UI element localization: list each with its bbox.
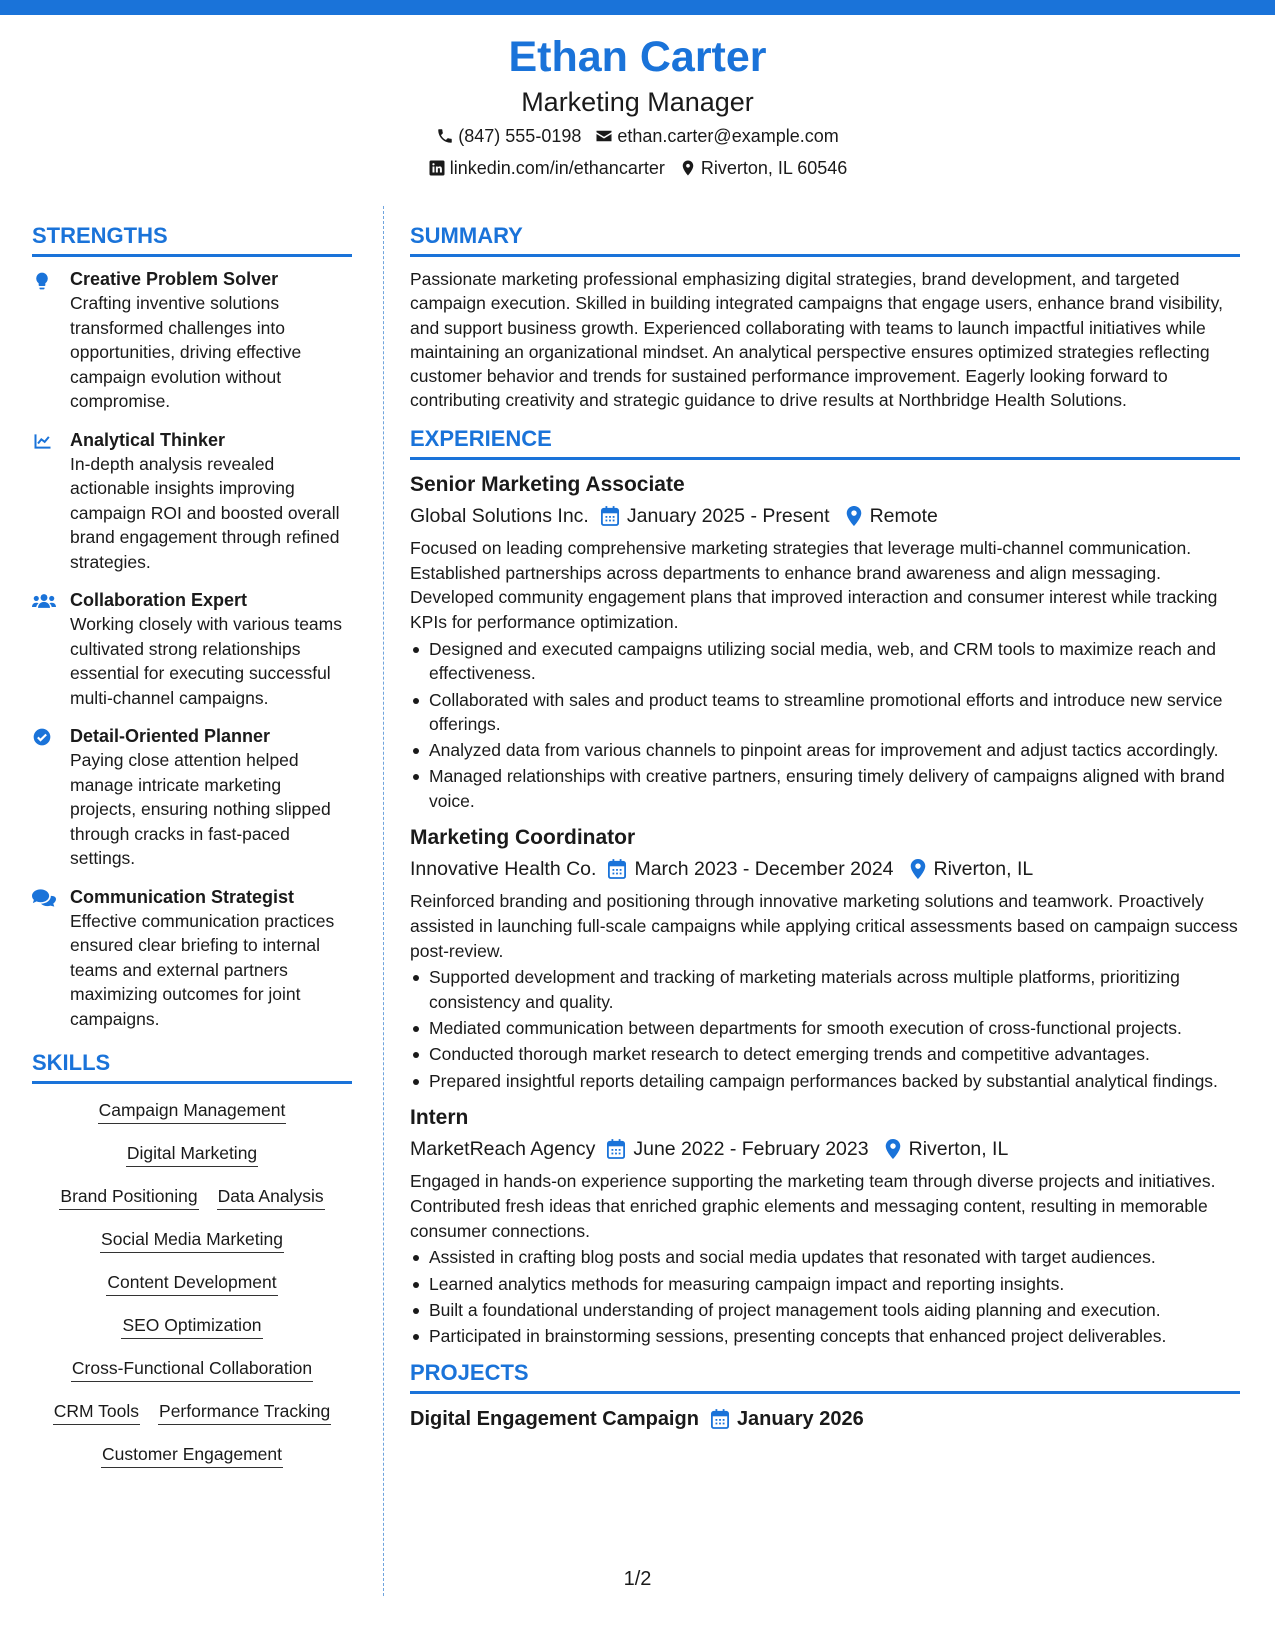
contact-row-2: [0, 152, 1275, 184]
job-title: Senior Marketing Associate: [410, 472, 685, 496]
project-entry: [410, 1404, 1240, 1434]
calendar-icon: [601, 506, 619, 526]
bullet-item: Mediated communication between departments for smooth execution of cross-functional projects.: [410, 1016, 1240, 1040]
job-description: Reinforced branding and positioning through innovative marketing solutions and teamwork. Proactively assisted in launching full-scale campaigns while applying critical assessments based on campaign success post-review.: [410, 891, 1238, 961]
skill-tag: Social Media Marketing: [100, 1227, 284, 1253]
strength-title: Detail-Oriented Planner: [70, 726, 271, 746]
calendar-icon: [608, 859, 626, 879]
strength-desc: Paying close attention helped manage intricate marketing projects, ensuring nothing slipped through cracks in fast-paced settings.: [70, 750, 331, 868]
map-marker-icon: [885, 1139, 901, 1159]
linkedin-text: linkedin.com/in/ethancarter: [449, 158, 665, 178]
location-contact: [679, 152, 847, 184]
skill-tag: Digital Marketing: [126, 1141, 258, 1167]
job-company: Global Solutions Inc.: [410, 504, 589, 527]
chart-line-icon: [32, 431, 54, 451]
page-number: 1/2: [623, 1568, 652, 1590]
skill-tag: Performance Tracking: [158, 1399, 331, 1425]
envelope-icon: [595, 127, 613, 145]
job-company: Innovative Health Co.: [410, 858, 597, 881]
strength-item: [32, 267, 352, 414]
map-pin-icon: [679, 159, 697, 177]
skill-tag: SEO Optimization: [121, 1313, 262, 1339]
top-accent-bar: [0, 0, 1275, 15]
skill-tag: Content Development: [106, 1270, 277, 1296]
job-dates: June 2022 - February 2023: [633, 1137, 869, 1160]
bullet-item: Managed relationships with creative partners, ensuring timely delivery of campaigns aligned with brand voice.: [410, 764, 1240, 813]
lightbulb-icon: [32, 270, 52, 292]
job-entry: [410, 823, 1240, 1093]
job-description: Engaged in hands-on experience supporting the marketing team through diverse projects and initiatives. Contributed fresh ideas that enriched graphic elements and messaging content, resulting in memorable consumer connections.: [410, 1170, 1216, 1241]
bullet-item: Collaborated with sales and product teams to streamline promotional efforts and introduce new service offerings.: [410, 688, 1240, 737]
email-text: ethan.carter@example.com: [617, 126, 839, 146]
experience-heading: EXPERIENCE: [410, 425, 1240, 460]
bullet-item: Analyzed data from various channels to pinpoint areas for improvement and adjust tactics accordingly.: [410, 738, 1240, 762]
bullet-item: Conducted thorough market research to detect emerging trends and competitive advantages.: [410, 1042, 1240, 1066]
bullet-item: Built a foundational understanding of project management tools aiding planning and execution.: [410, 1298, 1240, 1322]
job-description: Focused on leading comprehensive marketing strategies that leverage multi-channel communication. Established partnerships across departments to enhance brand awareness and align messaging. Developed community engagement plans that improved interaction and consumer interest while tracking KPIs for performance optimization.: [410, 537, 1218, 633]
summary-heading: SUMMARY: [410, 222, 1240, 257]
job-location: Riverton, IL: [933, 858, 1034, 881]
strength-desc: Crafting inventive solutions transformed challenges into opportunities, driving effective campaign evolution without compromise.: [70, 293, 302, 411]
column-divider: [383, 206, 384, 1596]
bullet-item: Learned analytics methods for measuring campaign impact and reporting insights.: [410, 1272, 1240, 1296]
location-text: Riverton, IL 60546: [700, 158, 848, 178]
bullet-item: Supported development and tracking of marketing materials across multiple platforms, prioritizing consistency and quality.: [410, 965, 1240, 1014]
calendar-icon: [607, 1139, 625, 1159]
strength-item: [32, 428, 352, 575]
job-location: Riverton, IL: [908, 1137, 1009, 1160]
map-marker-icon: [846, 506, 862, 526]
job-meta: [410, 853, 1240, 885]
bullet-item: Assisted in crafting blog posts and social media updates that resonated with target audiences.: [410, 1245, 1240, 1269]
job-dates: January 2025 - Present: [626, 504, 830, 527]
phone-icon: [436, 127, 454, 145]
skill-tag: Campaign Management: [98, 1098, 287, 1124]
job-company: MarketReach Agency: [410, 1137, 596, 1160]
job-entry: [410, 1103, 1240, 1349]
strength-title: Communication Strategist: [70, 886, 295, 907]
candidate-title: Marketing Manager: [521, 87, 754, 117]
bullet-item: Participated in brainstorming sessions, presenting concepts that enhanced project deliverables.: [410, 1324, 1240, 1348]
email-contact[interactable]: [595, 120, 838, 152]
job-entry: [410, 470, 1240, 813]
job-meta: [410, 500, 1240, 532]
project-title: Digital Engagement Campaign: [410, 1407, 699, 1430]
skill-tag: Cross-Functional Collaboration: [71, 1356, 313, 1382]
strength-item: [32, 588, 352, 710]
job-title: Intern: [410, 1105, 469, 1129]
strength-desc: Working closely with various teams cultivated strong relationships essential for executing successful multi-channel campaigns.: [70, 614, 342, 708]
right-column: [410, 222, 1240, 1434]
strength-title: Collaboration Expert: [70, 590, 248, 610]
skill-tag: CRM Tools: [53, 1399, 140, 1425]
strength-item: [32, 885, 352, 1032]
job-bullets: [410, 1245, 1240, 1348]
job-bullets: [410, 637, 1240, 813]
bullet-item: Prepared insightful reports detailing campaign performances backed by substantial analytical findings.: [410, 1069, 1240, 1093]
comments-icon: [32, 888, 56, 908]
projects-heading: PROJECTS: [410, 1359, 1240, 1394]
linkedin-icon: [428, 159, 446, 177]
summary-text: Passionate marketing professional emphasizing digital strategies, brand development, and targeted campaign execution. Skilled in building integrated campaigns that engage users, enhance brand visibility, and support business growth. Experienced collaborating with teams to launch impactful initiatives while maintaining an organizational mindset. An analytical perspective ensures optimized strategies reflecting customer behavior and trends for sustained performance improvement. Eagerly looking forward to contributing creativity and strategic guidance to drive results at Northbridge Health Solutions.: [410, 269, 1223, 411]
strength-desc: Effective communication practices ensured clear briefing to internal teams and external partners maximizing outcomes for joint campaigns.: [70, 910, 335, 1029]
job-dates: March 2023 - December 2024: [634, 858, 894, 881]
job-bullets: [410, 965, 1240, 1092]
map-marker-icon: [910, 859, 926, 879]
contact-row-1: [0, 120, 1275, 152]
phone-text: (847) 555-0198: [458, 126, 582, 146]
strength-title: Creative Problem Solver: [70, 269, 279, 289]
strengths-heading: STRENGTHS: [32, 222, 352, 257]
skills-list: [32, 1098, 352, 1468]
job-location: Remote: [869, 504, 938, 527]
users-icon: [32, 591, 56, 611]
check-circle-icon: [32, 727, 52, 747]
bullet-item: Designed and executed campaigns utilizing social media, web, and CRM tools to maximize reach and effectiveness.: [410, 637, 1240, 686]
project-date: January 2026: [736, 1407, 864, 1430]
skill-tag: Customer Engagement: [101, 1442, 283, 1468]
job-title: Marketing Coordinator: [410, 826, 636, 850]
phone-contact: [436, 120, 581, 152]
skill-tag: Data Analysis: [217, 1184, 325, 1210]
job-meta: [410, 1133, 1240, 1165]
calendar-icon: [711, 1409, 729, 1429]
strength-desc: In-depth analysis revealed actionable insights improving campaign ROI and boosted overall brand engagement through refined strategies.: [70, 453, 340, 572]
strength-item: [32, 724, 352, 871]
resume-header: [0, 30, 1275, 184]
candidate-name: Ethan Carter: [508, 33, 767, 81]
linkedin-contact[interactable]: [428, 152, 665, 184]
strength-title: Analytical Thinker: [70, 429, 226, 450]
skills-heading: SKILLS: [32, 1049, 352, 1084]
left-column: [32, 222, 352, 1485]
skill-tag: Brand Positioning: [59, 1184, 198, 1210]
